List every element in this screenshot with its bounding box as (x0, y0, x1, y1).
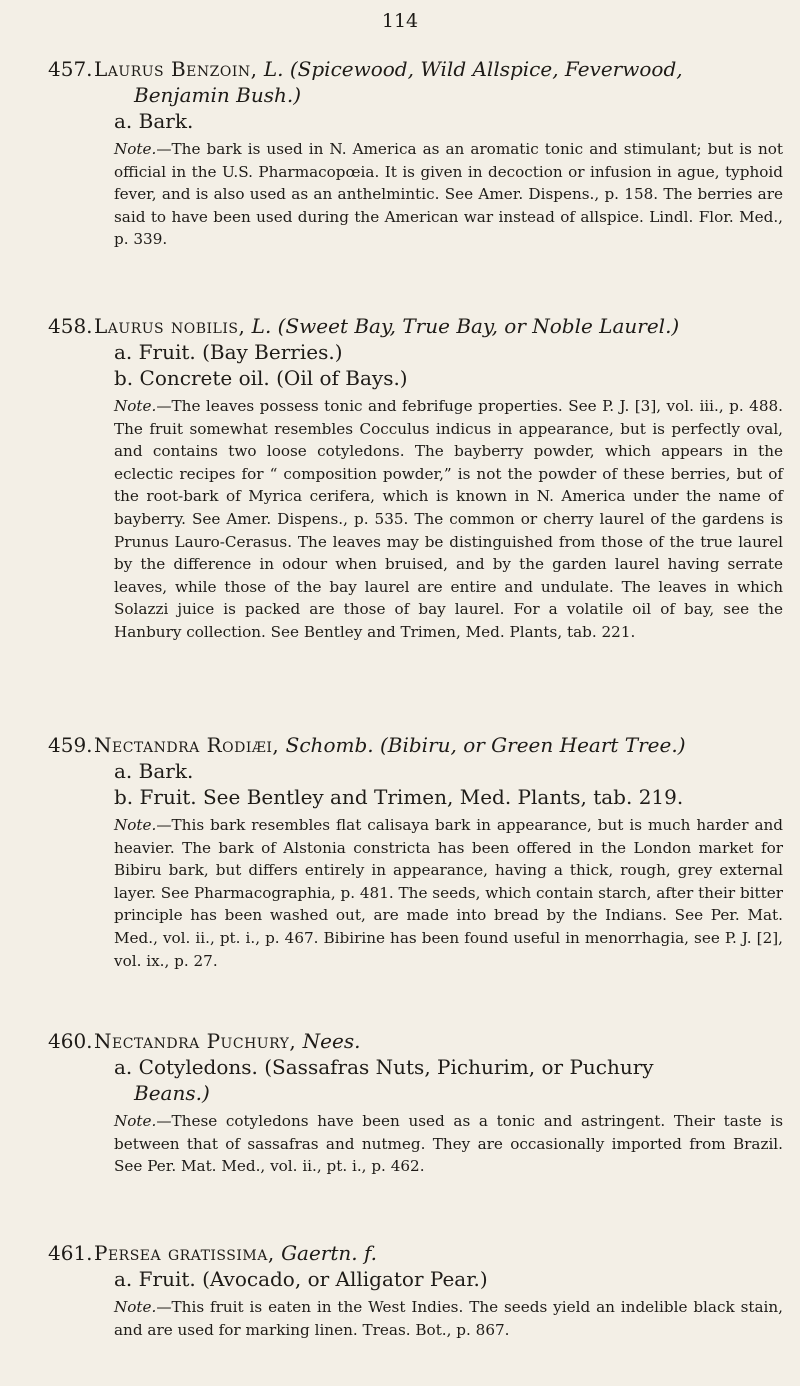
species-name: Nectandra Puchury, (94, 1029, 297, 1053)
species-name: Persea gratissima, (94, 1241, 275, 1265)
note (48, 1296, 783, 1341)
part-b: b. Fruit. See Bentley and Trimen, Med. Plants, tab. 219. (114, 785, 684, 809)
entry-461 (48, 1240, 783, 1341)
entry-heading (48, 732, 783, 758)
part-a: a. Fruit. (Bay Berries.) (114, 340, 343, 364)
species-name: Nectandra Rodiæi, (94, 733, 280, 757)
entry-number: 460. (48, 1029, 93, 1053)
entry-number: 457. (48, 57, 93, 81)
part-b: b. Concrete oil. (Oil of Bays.) (114, 366, 408, 390)
entry-459 (48, 732, 783, 972)
entry-number: 459. (48, 733, 93, 757)
note-text: —This bark resembles flat calisaya bark in appearance, but is much harder and heavier. The bark of Alstonia constricta has been offered in the London market for Bibiru bark, but differs entirely in appearance, having a thick, rough, grey external layer. See Pharmacographia, p. 481. The seeds, which contain starch, after their bitter principle has been washed out, are made into bread by the Indians. See Per. Mat. Med., vol. ii., pt. i., p. 467. Bibirine has been found useful in menorrhagia, see P. J. [2], vol. ix., p. 27. (114, 816, 783, 970)
common-names: (Bibiru, or Green Heart Tree.) (379, 733, 686, 757)
entry-heading (48, 313, 783, 339)
entry-number: 458. (48, 314, 93, 338)
authority: L. (263, 57, 284, 81)
entry-heading (48, 1240, 783, 1266)
entry-heading (48, 1028, 783, 1054)
entry-heading (48, 56, 783, 82)
common-names: (Sweet Bay, True Bay, or Noble Laurel.) (277, 314, 680, 338)
authority: L. (251, 314, 272, 338)
authority: Schomb. (285, 733, 374, 757)
species-name: Laurus Benzoin, (94, 57, 258, 81)
entry-458 (48, 313, 783, 644)
authority: Nees. (302, 1029, 361, 1053)
note-text: —The bark is used in N. America as an aromatic tonic and stimulant; but is not official in the U.S. Pharmacopœia. It is given in decoction or infusion in ague, typhoid fever, and is also used as an anthelmintic. See Amer. Dispens., p. 158. The berries are said to have been used during the American war instead of allspice. Lindl. Flor. Med., p. 339. (114, 140, 783, 249)
part-a: a. Fruit. (Avocado, or Alligator Pear.) (114, 1267, 488, 1291)
note (48, 395, 783, 644)
note-label: Note. (114, 1298, 157, 1316)
note-text: —The leaves possess tonic and febrifuge properties. See P. J. [3], vol. iii., p. 488. The fruit somewhat resembles Cocculus indicus in appearance, but is perfectly oval, and contains two loose cotyledons. The bayberry powder, which appears in the eclectic recipes for “ composition powder,” is not the powder of these berries, but of the root-bark of Myrica cerifera, which is known in N. America under the name of bayberry. See Amer. Dispens., p. 535. The common or cherry laurel of the gardens is Prunus Lauro-Cerasus. The leaves may be distinguished from those of the true laurel by the difference in odour when bruised, and by the garden laurel having serrate leaves, while those of the bay laurel are entire and undulate. The leaves in which Solazzi juice is packed are those of bay laurel. For a volatile oil of bay, see the Hanbury collection. See Bentley and Trimen, Med. Plants, tab. 221. (114, 397, 783, 641)
page-number: 114 (381, 10, 419, 32)
part-a: a. Bark. (114, 759, 194, 783)
note-label: Note. (114, 140, 157, 158)
note-text: —These cotyledons have been used as a tonic and astringent. Their taste is between that of sassafras and nutmeg. They are occasionally imported from Brazil. See Per. Mat. Med., vol. ii., pt. i., p. 462. (114, 1112, 783, 1176)
entry-number: 461. (48, 1241, 93, 1265)
entry-460 (48, 1028, 783, 1178)
note (48, 814, 783, 972)
note-text: —This fruit is eaten in the West Indies. The seeds yield an indelible black stain, and are used for marking linen. Treas. Bot., p. 867. (114, 1298, 783, 1339)
note-label: Note. (114, 397, 157, 415)
note (48, 138, 783, 251)
part-a-cont: Beans.) (134, 1081, 210, 1105)
part-a: a. Cotyledons. (Sassafras Nuts, Pichurim, or Puchury (114, 1055, 654, 1079)
note (48, 1110, 783, 1178)
common-names: (Spicewood, Wild Allspice, Feverwood, (289, 57, 683, 81)
note-label: Note. (114, 1112, 157, 1130)
common-names-cont: Benjamin Bush.) (134, 83, 302, 107)
authority: Gaertn. f. (281, 1241, 378, 1265)
note-label: Note. (114, 816, 157, 834)
part-a: a. Bark. (114, 109, 194, 133)
species-name: Laurus nobilis, (94, 314, 246, 338)
entry-457 (48, 56, 783, 251)
